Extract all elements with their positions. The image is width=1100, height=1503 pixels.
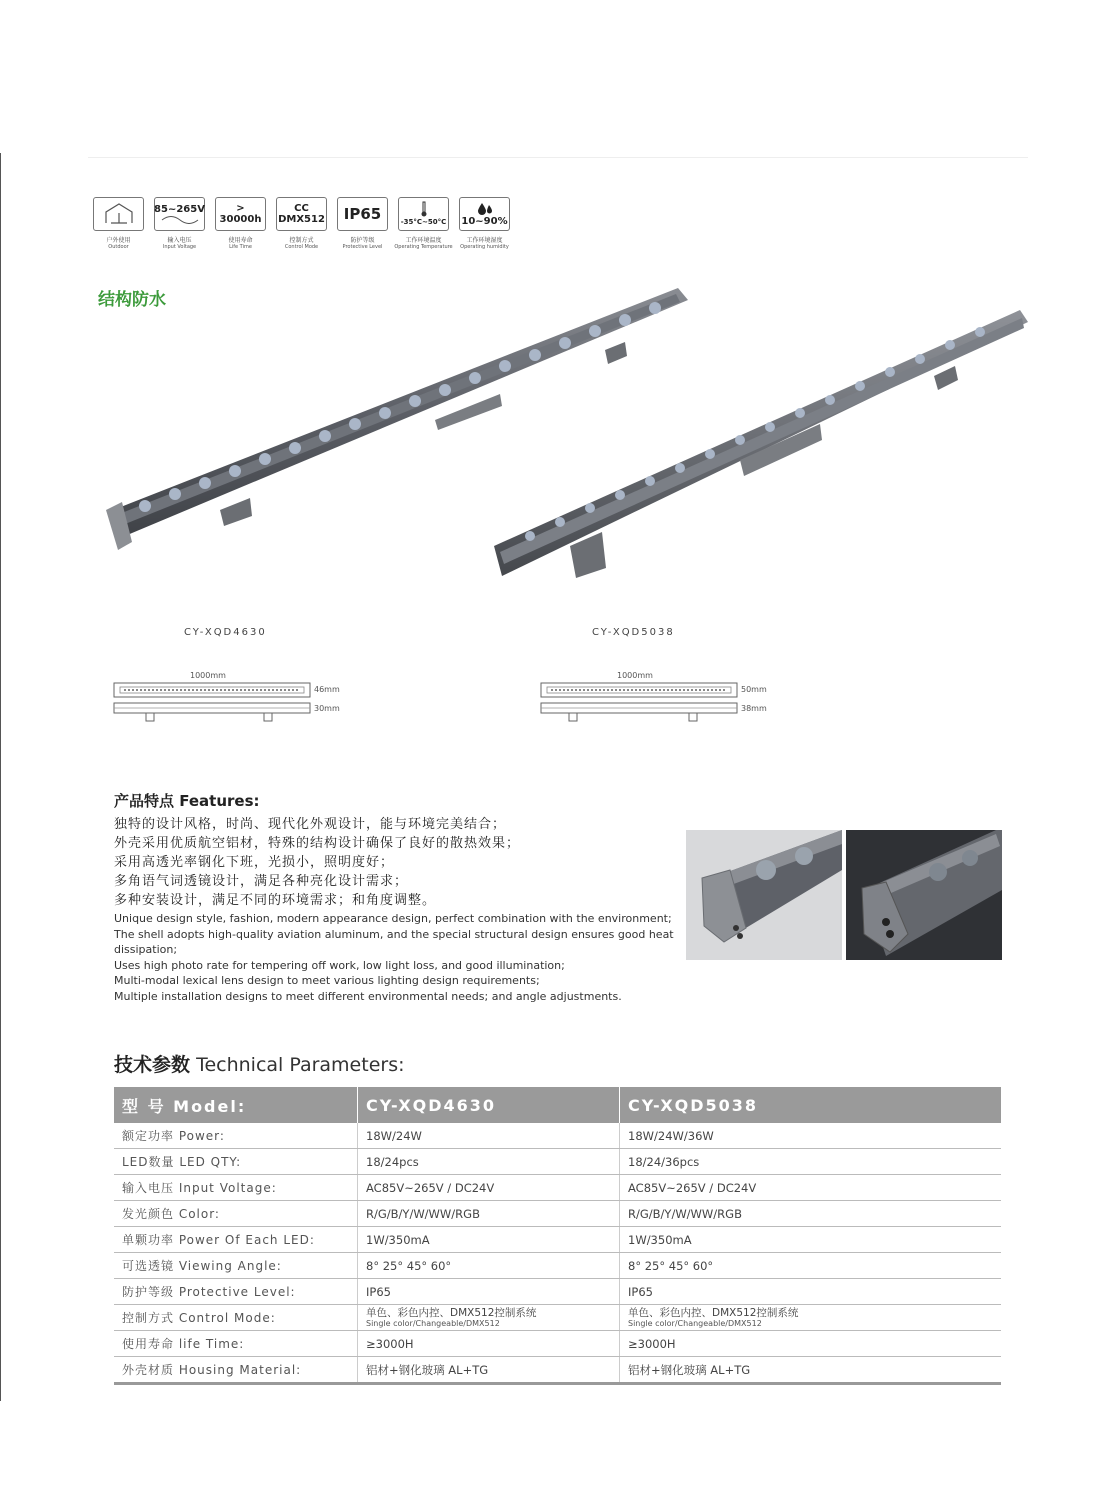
ip-rating-icon: IP65 [337,197,388,231]
table-row: 防护等级 Protective Level: IP65 IP65 [114,1279,1001,1305]
spec-icon-humidity: 10~90% 工作环境湿度 Operating humidity [458,197,511,250]
header-model-b: CY-XQD5038 [620,1087,1002,1123]
outdoor-icon [93,197,144,231]
voltage-icon: 85~265V [154,197,205,231]
table-row: LED数量 LED QTY: 18/24pcs 18/24/36pcs [114,1149,1001,1175]
table-header-row [114,1087,1001,1123]
spec-icons-row [92,197,511,250]
features-cn-list [114,815,674,910]
control-mode-icon: CC DMX512 [276,197,327,231]
lifetime-icon: > 30000h [215,197,266,231]
feature-en-line: Multi-modal lexical lens design to meet various lighting design requirements; [114,974,540,988]
table-row: 可选透镜 Viewing Angle: 8° 25° 45° 60° 8° 25° 45° 60° [114,1253,1001,1279]
model-label-1: CY-XQD4630 [184,627,267,638]
table-row: 发光颜色 Color: R/G/B/Y/W/WW/RGB R/G/B/Y/W/WW/RGB [114,1201,1001,1227]
top-divider [88,157,1028,158]
header-model-a: CY-XQD4630 [358,1087,620,1123]
feature-cn-line: 外壳采用优质航空铝材，特殊的结构设计确保了良好的散热效果； [114,836,521,851]
spec-icon-control: CC DMX512 控制方式 Control Mode [275,197,328,250]
spec-icon-voltage: 85~265V 输入电压 Input Voltage [153,197,206,250]
detail-photo-mount [846,830,1002,960]
feature-en-line: Unique design style, fashion, modern appearance design, perfect combination with the environment; [114,912,672,925]
features-en-list [114,911,674,1005]
features-title: 产品特点 Features: [114,792,260,810]
table-row: 单颗功率 Power Of Each LED: 1W/350mA 1W/350mA [114,1227,1001,1253]
table-row: 控制方式 Control Mode: 单色、彩色内控、DMX512控制系统 Single color/Changeable/DMX512 单色、彩色内控、DMX512控制系统 Single color/Changeable/DMX512 [114,1305,1001,1331]
feature-cn-line: 多种安装设计，满足不同的环境需求；和角度调整。 [114,893,437,908]
feature-cn-line: 独特的设计风格，时尚、现代化外观设计，能与环境完美结合； [114,817,507,832]
detail-photo-endcap [686,830,842,960]
table-row: 额定功率 Power: 18W/24W 18W/24W/36W [114,1123,1001,1149]
thermometer-icon: -35°C~50°C [398,197,449,231]
header-model-label: 型 号 Model: [114,1087,358,1123]
spec-icon-outdoor: 户外使用 Outdoor [92,197,145,250]
feature-en-line: Uses high photo rate for tempering off work, low light loss, and good illumination; [114,958,565,972]
spec-icon-temperature: -35°C~50°C 工作环境温度 Operating Temperature [397,197,450,250]
feature-en-line: Multiple installation designs to meet different environmental needs; and angle adjustments. [114,989,622,1003]
table-row: 使用寿命 life Time: ≥3000H ≥3000H [114,1331,1001,1357]
model-label-2: CY-XQD5038 [592,627,675,638]
water-drop-icon: 10~90% [459,197,510,231]
table-row: 外壳材质 Housing Material: 铝材+钢化玻璃 AL+TG 铝材+钢化玻璃 AL+TG [114,1357,1001,1384]
feature-cn-line: 多角语气词透镜设计，满足各种亮化设计需求； [114,874,409,889]
section-title-waterproof: 结构防水 [98,290,166,310]
dimension-drawing-1: 1000mm 46mm 30mm [112,670,352,730]
feature-en-line: dissipation; [114,943,178,957]
feature-en-line: The shell adopts high-quality aviation aluminum, and the special structural design ensures good heat [114,927,674,941]
spec-icon-lifetime: > 30000h 使用寿命 Life Time [214,197,267,250]
feature-cn-line: 采用高透光率钢化下班，光损小，照明度好； [114,855,395,870]
table-row: 输入电压 Input Voltage: AC85V~265V / DC24V AC85V~265V / DC24V [114,1175,1001,1201]
tech-params-title: 技术参数 Technical Parameters: [114,1054,405,1076]
left-border-line [0,153,1,1401]
dimension-drawing-2: 1000mm 50mm 38mm [539,670,779,730]
spec-icon-ip: IP65 防护等级 Protective Level [336,197,389,250]
product-image-xqd5038 [490,300,1050,590]
tech-params-table [114,1087,1001,1385]
